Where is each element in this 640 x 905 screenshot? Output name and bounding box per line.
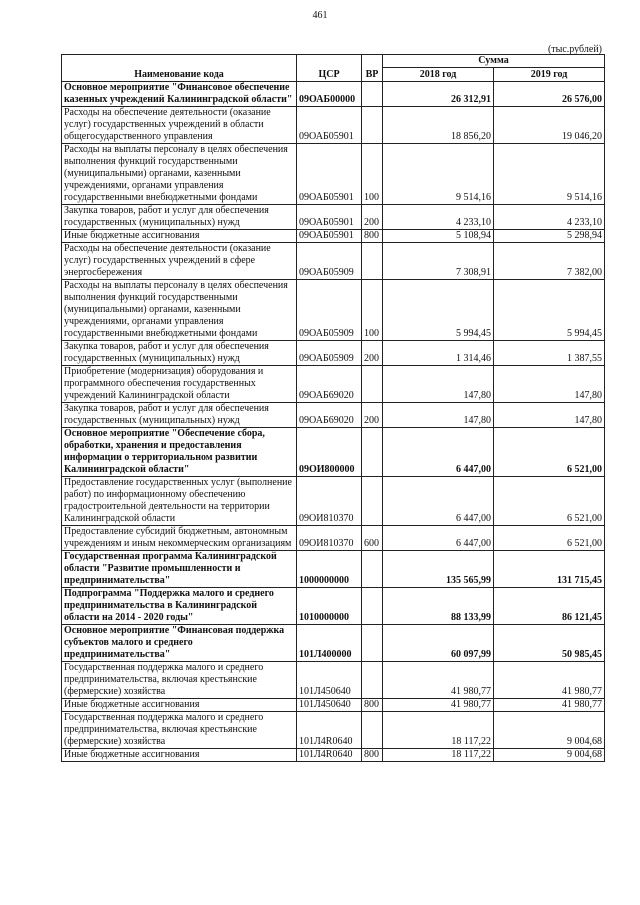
header-sum: Сумма [383, 55, 605, 68]
row-name: Закупка товаров, работ и услуг для обеспечения государственных (муниципальных) нужд [62, 205, 297, 230]
row-sum-2018: 9 514,16 [383, 144, 494, 205]
row-vr: 100 [362, 144, 383, 205]
row-sum-2018: 41 980,77 [383, 662, 494, 699]
row-csr: 09ОАБ05909 [297, 280, 362, 341]
row-vr [362, 428, 383, 477]
row-sum-2019: 6 521,00 [494, 428, 605, 477]
row-sum-2018: 18 117,22 [383, 749, 494, 762]
table-row [62, 749, 605, 762]
table-row [62, 243, 605, 280]
row-csr: 09ОАБ69020 [297, 366, 362, 403]
table-row [62, 205, 605, 230]
row-vr [362, 588, 383, 625]
row-csr: 101Л450640 [297, 699, 362, 712]
row-name: Расходы на выплаты персоналу в целях обеспечения выполнения функций государственными (муниципальными) органами, казенными учреждениями, органами управления государственными внебюджетными фондами [62, 144, 297, 205]
row-csr: 09ОИ810370 [297, 526, 362, 551]
row-sum-2019: 4 233,10 [494, 205, 605, 230]
header-year-2018: 2018 год [383, 68, 494, 82]
row-sum-2018: 135 565,99 [383, 551, 494, 588]
row-sum-2018: 6 447,00 [383, 526, 494, 551]
row-vr [362, 82, 383, 107]
row-name: Закупка товаров, работ и услуг для обеспечения государственных (муниципальных) нужд [62, 341, 297, 366]
row-vr: 800 [362, 749, 383, 762]
row-csr: 09ОАБ05901 [297, 230, 362, 243]
table-body [62, 82, 605, 762]
row-sum-2019: 6 521,00 [494, 526, 605, 551]
row-sum-2018: 88 133,99 [383, 588, 494, 625]
row-vr: 800 [362, 699, 383, 712]
row-vr [362, 625, 383, 662]
row-vr [362, 366, 383, 403]
row-name: Иные бюджетные ассигнования [62, 230, 297, 243]
table-row [62, 144, 605, 205]
row-csr: 09ОАБ69020 [297, 403, 362, 428]
row-sum-2019: 6 521,00 [494, 477, 605, 526]
row-vr [362, 712, 383, 749]
table-row [62, 230, 605, 243]
row-vr: 600 [362, 526, 383, 551]
row-name: Расходы на выплаты персоналу в целях обеспечения выполнения функций государственными (муниципальными) органами, казенными учреждениями, органами управления государственными внебюджетными фондами [62, 280, 297, 341]
header-name: Наименование кода [62, 55, 297, 82]
row-vr: 800 [362, 230, 383, 243]
row-csr: 09ОАБ05901 [297, 144, 362, 205]
row-sum-2018: 26 312,91 [383, 82, 494, 107]
table-row [62, 82, 605, 107]
row-name: Основное мероприятие "Финансовая поддержка субъектов малого и среднего предпринимательства" [62, 625, 297, 662]
row-sum-2018: 7 308,91 [383, 243, 494, 280]
row-csr: 09ОИ810370 [297, 477, 362, 526]
row-csr: 101Л4R0640 [297, 712, 362, 749]
row-vr: 100 [362, 280, 383, 341]
table-row [62, 366, 605, 403]
row-name: Приобретение (модернизация) оборудования и программного обеспечения государственных учреждений Калининградской области [62, 366, 297, 403]
table-row [62, 107, 605, 144]
row-vr [362, 107, 383, 144]
row-vr: 200 [362, 403, 383, 428]
header-year-2019: 2019 год [494, 68, 605, 82]
table-row [62, 428, 605, 477]
row-vr: 200 [362, 205, 383, 230]
row-csr: 101Л400000 [297, 625, 362, 662]
budget-table [61, 54, 605, 762]
row-csr: 09ОАБ05909 [297, 341, 362, 366]
row-sum-2019: 147,80 [494, 403, 605, 428]
row-name: Расходы на обеспечение деятельности (оказание услуг) государственных учреждений в сфере энергосбережения [62, 243, 297, 280]
row-name: Государственная поддержка малого и среднего предпринимательства, включая крестьянские (фермерские) хозяйства [62, 662, 297, 699]
units-label: (тыс.рублей) [547, 44, 602, 55]
row-csr: 09ОИ800000 [297, 428, 362, 477]
row-sum-2019: 131 715,45 [494, 551, 605, 588]
row-sum-2018: 147,80 [383, 366, 494, 403]
row-sum-2018: 18 117,22 [383, 712, 494, 749]
row-vr: 200 [362, 341, 383, 366]
page-number: 461 [312, 10, 328, 21]
table-row [62, 551, 605, 588]
row-sum-2019: 50 985,45 [494, 625, 605, 662]
row-csr: 101Л4R0640 [297, 749, 362, 762]
row-sum-2019: 26 576,00 [494, 82, 605, 107]
table-row [62, 341, 605, 366]
row-sum-2019: 5 994,45 [494, 280, 605, 341]
row-name: Государственная программа Калининградской области "Развитие промышленности и предпринимательства" [62, 551, 297, 588]
row-sum-2018: 60 097,99 [383, 625, 494, 662]
table-row [62, 280, 605, 341]
row-csr: 09ОАБ05901 [297, 205, 362, 230]
row-vr [362, 551, 383, 588]
row-sum-2018: 6 447,00 [383, 428, 494, 477]
row-csr: 09ОАБ00000 [297, 82, 362, 107]
row-vr [362, 662, 383, 699]
row-csr: 101Л450640 [297, 662, 362, 699]
row-name: Предоставление государственных услуг (выполнение работ) по информационному обеспечению градостроительной деятельности на территории Калининградской области [62, 477, 297, 526]
table-row [62, 712, 605, 749]
row-csr: 1010000000 [297, 588, 362, 625]
row-sum-2019: 9 514,16 [494, 144, 605, 205]
row-name: Основное мероприятие "Обеспечение сбора, обработки, хранения и предоставления информации о территориальном развитии Калининградской области" [62, 428, 297, 477]
row-name: Иные бюджетные ассигнования [62, 749, 297, 762]
row-vr [362, 243, 383, 280]
row-sum-2019: 9 004,68 [494, 712, 605, 749]
table-row [62, 526, 605, 551]
table-row [62, 625, 605, 662]
row-name: Подпрограмма "Поддержка малого и среднего предпринимательства в Калининградской области на 2014 - 2020 годы" [62, 588, 297, 625]
row-csr: 09ОАБ05901 [297, 107, 362, 144]
row-sum-2018: 18 856,20 [383, 107, 494, 144]
row-sum-2019: 5 298,94 [494, 230, 605, 243]
row-sum-2018: 5 108,94 [383, 230, 494, 243]
table-row [62, 588, 605, 625]
table-row [62, 699, 605, 712]
row-sum-2019: 86 121,45 [494, 588, 605, 625]
row-sum-2019: 147,80 [494, 366, 605, 403]
row-sum-2018: 5 994,45 [383, 280, 494, 341]
row-csr: 1000000000 [297, 551, 362, 588]
row-sum-2018: 6 447,00 [383, 477, 494, 526]
row-name: Закупка товаров, работ и услуг для обеспечения государственных (муниципальных) нужд [62, 403, 297, 428]
row-name: Расходы на обеспечение деятельности (оказание услуг) государственных учреждений в области общегосударственного управления [62, 107, 297, 144]
header-vr: ВР [362, 55, 383, 82]
row-sum-2019: 19 046,20 [494, 107, 605, 144]
row-sum-2019: 9 004,68 [494, 749, 605, 762]
row-sum-2018: 41 980,77 [383, 699, 494, 712]
row-sum-2019: 7 382,00 [494, 243, 605, 280]
row-vr [362, 477, 383, 526]
row-sum-2019: 1 387,55 [494, 341, 605, 366]
row-sum-2019: 41 980,77 [494, 699, 605, 712]
header-csr: ЦСР [297, 55, 362, 82]
row-sum-2018: 4 233,10 [383, 205, 494, 230]
table-row [62, 477, 605, 526]
row-name: Основное мероприятие "Финансовое обеспечение казенных учреждений Калининградской области" [62, 82, 297, 107]
row-name: Предоставление субсидий бюджетным, автономным учреждениям и иным некоммерческим организациям [62, 526, 297, 551]
row-name: Государственная поддержка малого и среднего предпринимательства, включая крестьянские (фермерские) хозяйства [62, 712, 297, 749]
row-sum-2018: 147,80 [383, 403, 494, 428]
table-row [62, 662, 605, 699]
row-name: Иные бюджетные ассигнования [62, 699, 297, 712]
row-sum-2019: 41 980,77 [494, 662, 605, 699]
row-csr: 09ОАБ05909 [297, 243, 362, 280]
table-row [62, 403, 605, 428]
row-sum-2018: 1 314,46 [383, 341, 494, 366]
